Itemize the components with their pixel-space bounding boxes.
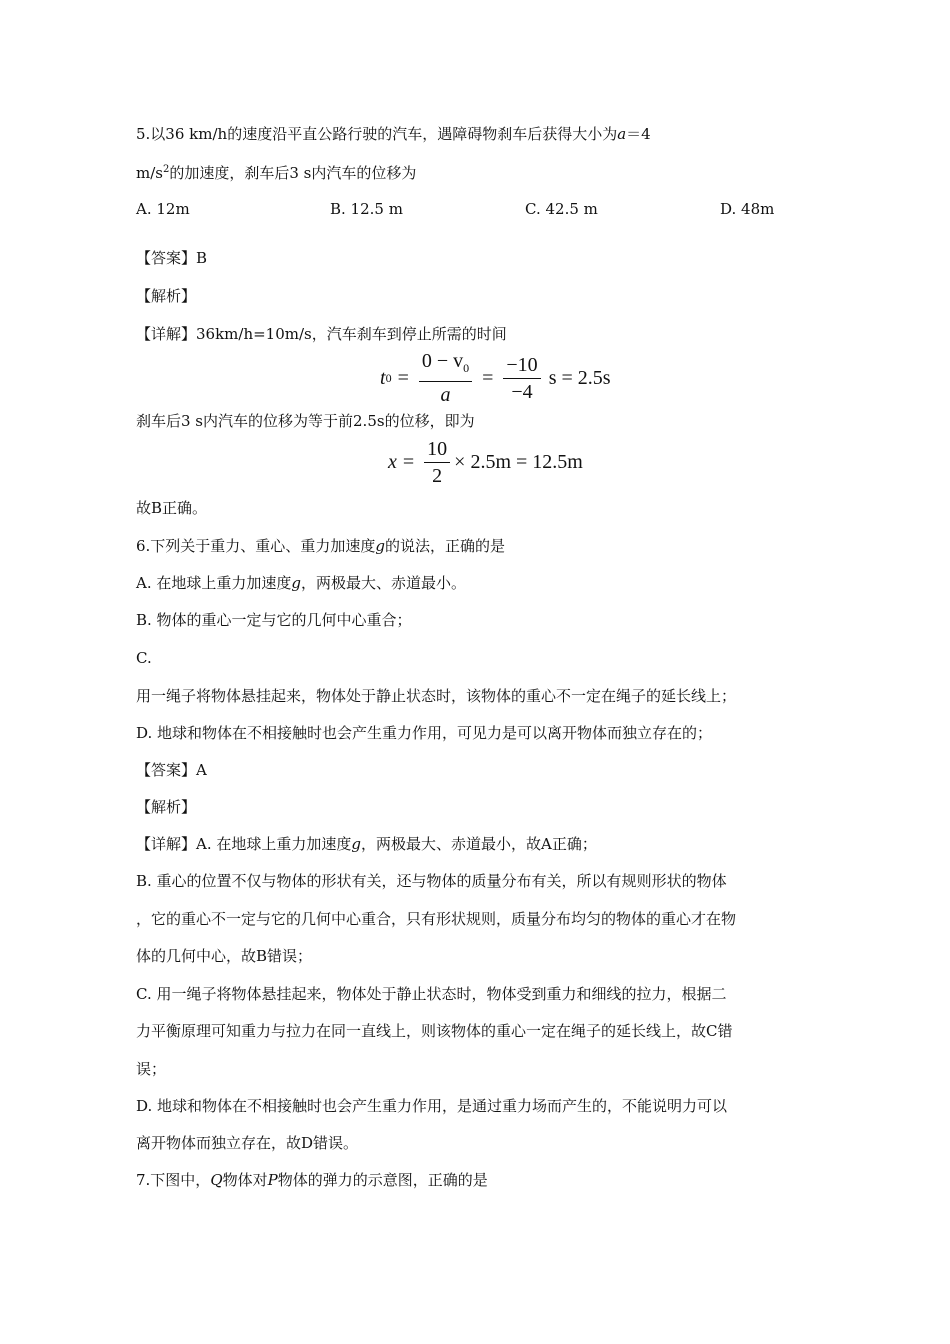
q6-option-a-text-end: ，两极最大、赤道最小。 — [300, 574, 466, 592]
q5-var-a: a — [617, 125, 627, 143]
eq1-lhs: t — [380, 366, 386, 389]
q5-conclusion: 故B正确。 — [136, 499, 208, 517]
eq2-equals: = — [402, 451, 415, 473]
eq1-frac2-denominator: −4 — [511, 380, 533, 403]
q5-analysis-heading: 【解析】 — [136, 287, 197, 305]
q6-detail-a — [136, 834, 597, 854]
q5-detail: 【详解】36km/h=10m/s，汽车刹车到停止所需的时间 — [136, 325, 507, 343]
q6-detail-d-line2: 离开物体而独立存在，故D错误。 — [136, 1134, 359, 1152]
q5-answer: 【答案】B — [136, 249, 208, 267]
q6-stem-text: 6.下列关于重力、重心、重力加速度 — [136, 537, 376, 555]
q7-stem-text: 7.下图中， — [136, 1171, 211, 1189]
eq2-numerator: 10 — [424, 438, 450, 463]
q7-stem-text-end: 物体的弹力的示意图，正确的是 — [277, 1171, 488, 1189]
q7-stem-text-2: 物体对 — [222, 1171, 268, 1189]
q6-option-a — [136, 573, 466, 593]
eq2-result: × 2.5m = 12.5m — [454, 451, 583, 473]
q7-var-q: Q — [210, 1171, 223, 1189]
eq2-fraction — [424, 438, 450, 487]
q5-option-a: A. 12m — [136, 200, 190, 218]
q6-detail-a-var: g — [351, 835, 361, 853]
q5-stem-line1 — [136, 124, 651, 144]
q6-option-a-text: A. 在地球上重力加速度 — [136, 574, 292, 592]
q6-detail-c-line1: C. 用一绳子将物体悬挂起来，物体处于静止状态时，物体受到重力和细线的拉力，根据二 — [136, 985, 727, 1003]
q5-equation-2 — [388, 438, 583, 487]
q5-stem-text-end: ＝4 — [626, 125, 651, 143]
q6-option-d: D. 地球和物体在不相接触时也会产生重力作用，可见力是可以离开物体而独立存在的； — [136, 724, 713, 742]
q6-detail-c-line2: 力平衡原理可知重力与拉力在同一直线上，则该物体的重心一定在绳子的延长线上，故C错 — [136, 1022, 733, 1040]
q6-stem-text-end: 的说法，正确的是 — [384, 537, 505, 555]
q6-option-a-var: g — [291, 574, 301, 592]
eq1-result: s = 2.5s — [548, 366, 611, 389]
q6-detail-a-text-end: ，两极最大、赤道最小，故A正确； — [360, 835, 597, 853]
q6-detail-b-line3: 体的几何中心，故B错误； — [136, 947, 313, 965]
q6-option-b: B. 物体的重心一定与它的几何中心重合； — [136, 611, 412, 629]
q6-detail-d-line1: D. 地球和物体在不相接触时也会产生重力作用，是通过重力场而产生的，不能说明力可以 — [136, 1097, 728, 1115]
eq1-equals: = — [397, 366, 409, 389]
q6-var-g: g — [375, 537, 385, 555]
q5-unit-exponent: 2 — [162, 164, 170, 175]
q5-stem-text-2: 的加速度，刹车后3 s内汽车的位移为 — [169, 164, 417, 182]
q6-option-c-text: 用一绳子将物体悬挂起来，物体处于静止状态时，该物体的重心不一定在绳子的延长线上； — [136, 687, 737, 705]
q7-var-p: P — [267, 1171, 278, 1189]
q6-detail-b-line2: ，它的重心不一定与它的几何中心重合，只有形状规则，质量分布均匀的物体的重心才在物 — [136, 910, 737, 928]
q6-detail-b-line1: B. 重心的位置不仅与物体的形状有关，还与物体的质量分布有关，所以有规则形状的物体 — [136, 872, 727, 890]
eq1-fraction-2 — [503, 354, 540, 403]
eq2-denominator: 2 — [432, 465, 443, 487]
q5-equation-1 — [380, 350, 611, 406]
q6-option-c-label: C. — [136, 649, 152, 667]
q6-stem — [136, 536, 505, 556]
q5-option-b: B. 12.5 m — [330, 200, 403, 218]
eq1-frac1-numerator: 0 − v — [421, 350, 464, 372]
eq1-fraction-1 — [419, 350, 472, 406]
q5-option-d: D. 48m — [720, 200, 775, 218]
q5-stem-line2 — [136, 160, 416, 183]
q6-answer: 【答案】A — [136, 761, 207, 779]
q5-option-c: C. 42.5 m — [525, 200, 598, 218]
q5-line-after-eq1: 刹车后3 s内汽车的位移为等于前2.5s的位移，即为 — [136, 412, 475, 430]
q5-stem-text: 5.以36 km/h的速度沿平直公路行驶的汽车，遇障碍物刹车后获得大小为 — [136, 125, 618, 143]
q6-analysis-heading: 【解析】 — [136, 798, 197, 816]
eq1-lhs-sub: 0 — [385, 370, 392, 385]
eq1-equals-2: = — [482, 366, 494, 389]
eq1-frac2-numerator: −10 — [503, 354, 540, 379]
eq2-lhs: x — [388, 451, 397, 473]
q6-detail-c-line3: 误； — [136, 1060, 167, 1078]
q6-detail-a-text: 【详解】A. 在地球上重力加速度 — [136, 835, 352, 853]
q5-unit: m/s — [136, 164, 163, 182]
q7-stem — [136, 1170, 488, 1190]
eq1-frac1-denominator: a — [440, 384, 451, 406]
eq1-frac1-numerator-sub: 0 — [463, 361, 470, 375]
